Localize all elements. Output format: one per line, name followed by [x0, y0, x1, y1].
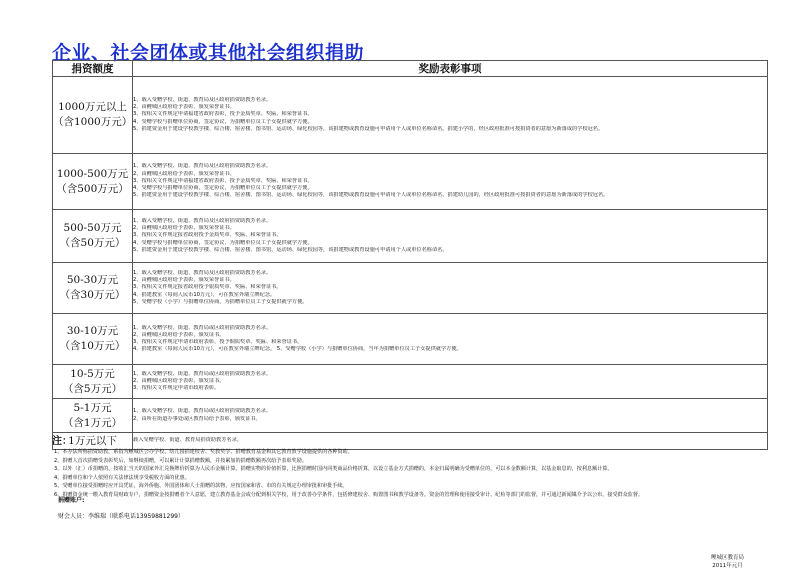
donation-amount-cell	[53, 154, 133, 210]
table-row	[53, 314, 768, 365]
reward-item: 3、按相关文件规定申请福建省政府表彰，授予金质奖章、奖匾、和荣誉证书。	[133, 111, 313, 118]
reward-item: 1、载入受赠学校、街道、教育局或区政府捐资助教芳名录。	[133, 408, 272, 415]
amount-line: （含1000万元）	[53, 116, 133, 128]
reward-item: 2、由鲤城区政府给予表彰，颁发荣誉证书。	[133, 277, 235, 284]
note-line: 3、以外（汇）币捐赠的，按收汇当天的国家外汇兑换牌价折算为人民币金额计算。捐赠实物的价值折算，比照捐赠时国内同类商品价格折算，以设立基金方式捐赠的，本金归属明确为受赠单位的，可以本金数额计算，以基金取息的，按利息额计算。	[54, 466, 613, 473]
amount-line: 30-10万元	[66, 325, 119, 337]
donation-amount-cell	[53, 399, 133, 433]
reward-items-cell	[133, 399, 768, 433]
reward-item: 4、捐建教室（每间人民币10万元），可在教室外墙立牌纪念。	[133, 291, 276, 298]
reward-item: 2、由所在街道办事处或区教育局给予表彰，颁发证书。	[133, 415, 261, 422]
issuer-date: 2011年元月	[712, 562, 743, 569]
issuer-org: 鲤城区教育局	[710, 555, 744, 561]
page-title: 企业、社会团体或其他社会组织捐助	[52, 42, 365, 64]
table-row	[53, 210, 768, 263]
reward-item: 4、受赠学校与捐赠单位协商，签定协议，为捐赠单位员工子女提供就学方便。	[133, 239, 313, 246]
reward-items-cell	[133, 210, 768, 263]
amount-line: 1000-500万元	[56, 167, 129, 180]
table-header-row	[53, 61, 768, 77]
table-row	[53, 263, 768, 314]
reward-item: 3、按相关文件规定申请市政府表彰，授予铜质奖章、奖匾、和荣誉证书。	[133, 339, 303, 345]
amount-line: 500-50万元	[63, 222, 122, 234]
table-row	[53, 154, 768, 210]
reward-item: 3、按相关文件规定报省政府授予金质奖章、奖匾、和荣誉证书。	[133, 232, 282, 239]
donation-rewards-table	[52, 60, 768, 450]
note-line: 6、捐赠资金统一缴入教育局财政专户，捐赠资金按捐赠者个人意愿，建立教育基金会或分配到相关学校，用于改善办学条件，包括修建校舍、购置图书和教学设备等。资金的管理和使用接受审计、纪检等部门的监督，并可通过新闻媒介予以公布，接受群众监督。	[54, 491, 644, 498]
donation-amount-cell	[53, 365, 133, 399]
table-row	[53, 77, 768, 154]
reward-item: 3、按相关文件规定申请福建省政府表彰，授予金质奖章、奖匾、和荣誉证书。	[133, 177, 313, 184]
donation-amount-cell	[53, 314, 133, 365]
items-column-header: 奖励表彰事项	[133, 61, 768, 77]
reward-item: 5、捐建资金用于建设学校教学楼、综合楼、宿舍楼、图书馆、运动场、绿化校园等，该捐建物或教育设施可申请用个人或单位名称命名。捐建幼儿园的，经区政府批准可按捐资者的意愿为新落成的学校冠名。	[133, 192, 609, 199]
reward-item: 1、载入受赠学校、街道、教育局及区政府捐资助教芳名录。	[133, 217, 272, 224]
reward-items-cell	[133, 365, 768, 399]
amount-line: （含1万元）	[62, 416, 123, 429]
donor-account-label: 捐赠账户:	[58, 497, 85, 504]
table-row	[53, 365, 768, 399]
reward-item: 1、载入受赠学校、街道、教育局或区政府捐资助教芳名录。	[133, 370, 272, 377]
donation-amount-cell	[53, 77, 133, 154]
reward-item: 4、受赠学校与捐赠单位协商，签定协议，为捐赠单位员工子女提供就学方便。	[133, 185, 313, 192]
amount-line: 1万元以下	[68, 434, 117, 447]
amount-line: （含500万元）	[56, 182, 129, 195]
reward-item: 2、由鲤城区政府给予表彰，颁发荣誉证书。	[133, 104, 235, 111]
reward-items-cell	[133, 314, 768, 365]
note-line: 5、受赠单位接受捐赠时应开具凭证，海外侨胞、外国团体和人士捐赠的款物，应按国家和省、市的有关规定办理审批和审批手续。	[54, 483, 348, 490]
reward-item: 5、受赠学校（小学）与捐赠单位协商，为捐赠单位员工子女提供就学方便。	[133, 298, 308, 305]
amount-line: 5-1万元	[73, 401, 112, 414]
reward-item: 载入受赠学校、街道、教育局捐资助教芳名录。	[133, 437, 242, 444]
amount-line: （含30万元）	[59, 289, 126, 301]
issuer-block	[711, 555, 744, 570]
amount-line: 10-5万元	[70, 367, 115, 380]
reward-items-cell	[133, 77, 768, 154]
reward-items-cell	[133, 263, 768, 314]
reward-item: 5、捐建资金用于建设学校教学楼、综合楼、宿舍楼、图书馆、运动场、绿化校园等，该捐建物或教育设施可申请用个人或单位名称命名。捐建小学的，经区政府批准可按捐资者的意愿为新落成的学校冠名。	[133, 125, 604, 132]
amount-line: （含5万元）	[62, 382, 123, 395]
reward-items-cell	[133, 154, 768, 210]
notes-section	[52, 432, 768, 500]
reward-item: 4、受赠学校与捐赠单位协商，签定协议，为捐赠单位员工子女提供就学方便。	[133, 118, 313, 125]
reward-item: 1、载入受赠学校、街道、教育局或区政府捐资助教芳名录。	[133, 324, 272, 331]
amount-line: （含10万元）	[59, 340, 126, 352]
reward-item: 1、载入受赠学校、街道、教育局及区政府捐资助教芳名录。	[133, 269, 272, 276]
amount-line: （含50万元）	[59, 237, 126, 249]
donation-amount-cell	[53, 263, 133, 314]
notes-title: 注：	[52, 436, 72, 447]
amount-column-header: 捐资额度	[53, 61, 133, 77]
reward-item: 2、由鲤城区政府给予表彰，颁发荣誉证书。	[133, 170, 235, 177]
note-line: 2、捐赠人首次捐赠受表彰奖后，如继续捐赠，可以累计计算捐赠数额，并按累加的捐赠数额再次给予表彰奖励。	[54, 457, 307, 464]
reward-item: 1、载入受赠学校、街道、教育局及区政府捐资助教芳名录。	[133, 96, 272, 103]
reward-item: 2、由鲤城区政府给予表彰，颁发证书。	[133, 377, 225, 384]
reward-item: 3、按相关文件规定申请市政府表彰。	[133, 385, 220, 392]
reward-item: 2、由鲤城区政府给予表彰，颁发荣誉证书。	[133, 225, 235, 232]
note-line: 4、捐赠单位和个人依照有关法律法规享受税收方面的优惠。	[54, 474, 190, 481]
table-row	[53, 399, 768, 433]
reward-item: 2、由鲤城区政府给予表彰，颁发证书。	[133, 331, 225, 338]
reward-item: 5、捐建资金用于建设学校教学楼、综合楼、宿舍楼、图书馆、运动场、绿化校园等，该捐建物或教育设施可申请用个人或单位名称命名。	[133, 246, 448, 253]
reward-item: 3、按相关文件规定报省政府授予银质奖章、奖匾、和荣誉证书。	[133, 284, 282, 291]
note-line: 1、本办法所称捐资助教，系指为鲤城区公办学校、幼儿园捐建校舍、奖教奖学、捐赠教育基金和其它教育教学设施提供的各种资助。	[54, 449, 353, 455]
donation-amount-cell	[53, 210, 133, 263]
amount-line: 50-30万元	[66, 274, 119, 286]
contact-info: 财会人员：李维瑞（联系电话13959881299）	[58, 513, 184, 520]
amount-line: 1000万元以上	[58, 101, 127, 113]
reward-item: 4、捐建教室（每间人民币10万元），可在教室外墙立牌纪念。 5、受赠学校（小学）与捐赠单位协商，当年为捐赠单位员工子女提供就学方便。	[133, 346, 462, 353]
reward-item: 1、载入受赠学校、街道、教育局及区政府捐资助教芳名录。	[133, 163, 272, 170]
